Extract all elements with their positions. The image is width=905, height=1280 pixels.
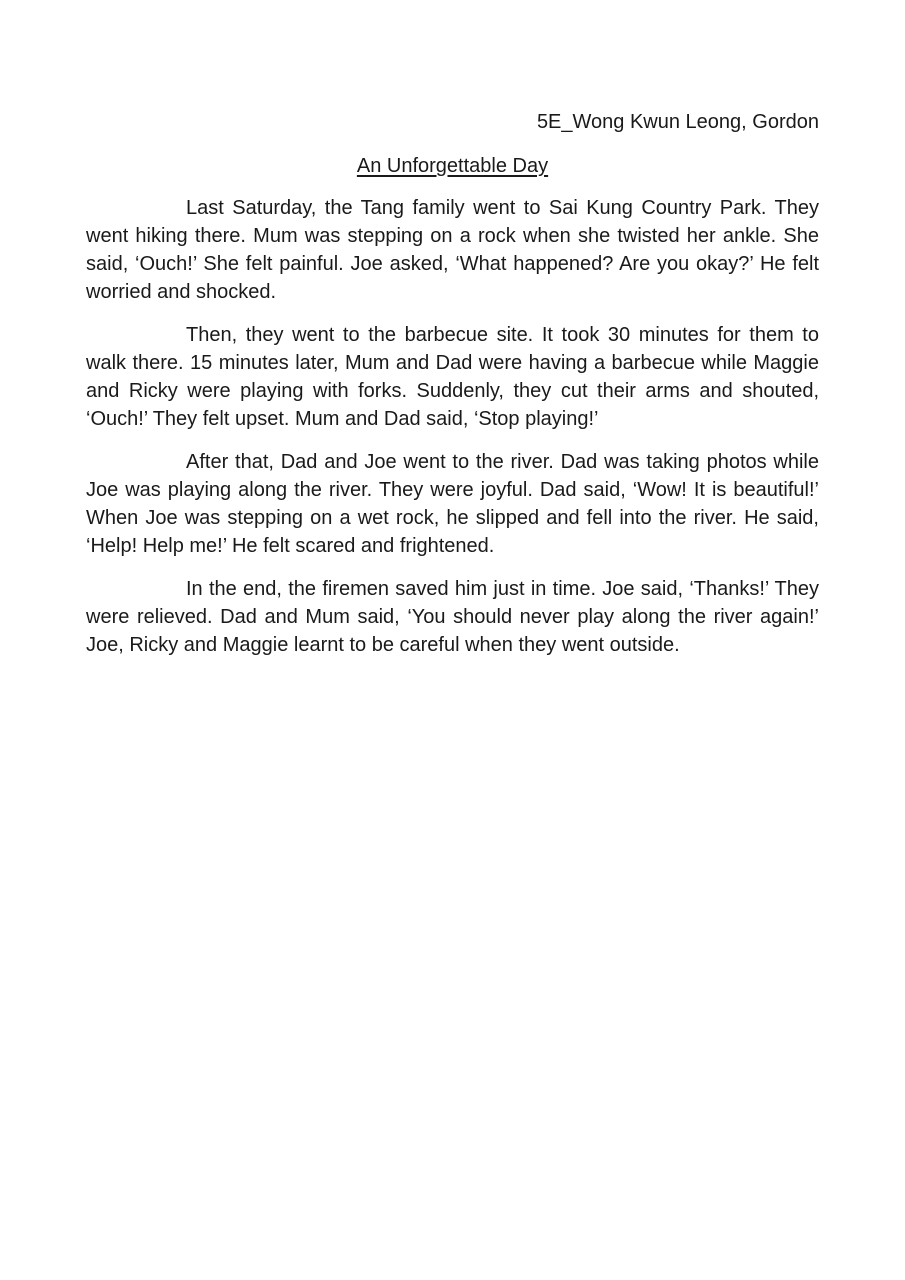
author-line: 5E_Wong Kwun Leong, Gordon: [536, 111, 819, 133]
paragraph-4: In the end, the firemen saved him just in time. Joe said, ‘Thanks!’ They were relieved. Dad and Mum said, ‘You should never play along the river again!’ Joe, Ricky and Maggie learnt to be careful when they went outside.: [86, 578, 819, 656]
paragraph-2: Then, they went to the barbecue site. It took 30 minutes for them to walk there. 15 minutes later, Mum and Dad were having a barbecue while Maggie and Ricky were playing with forks. Suddenly, they cut their arms and shouted, ‘Ouch!’ They felt upset. Mum and Dad said, ‘Stop playing!’: [86, 324, 819, 430]
paragraph-1: Last Saturday, the Tang family went to Sai Kung Country Park. They went hiking there. Mum was stepping on a rock when she twisted her ankle. She said, ‘Ouch!’ She felt painful. Joe asked, ‘What happened? Are you okay?’ He felt worried and shocked.: [86, 197, 819, 303]
document-title: An Unforgettable Day: [356, 155, 549, 177]
document-page: [86, 108, 819, 674]
paragraph-3: After that, Dad and Joe went to the river. Dad was taking photos while Joe was playing along the river. They were joyful. Dad said, ‘Wow! It is beautiful!’ When Joe was stepping on a wet rock, he slipped and fell into the river. He said, ‘Help! Help me!’ He felt scared and frightened.: [86, 451, 819, 557]
